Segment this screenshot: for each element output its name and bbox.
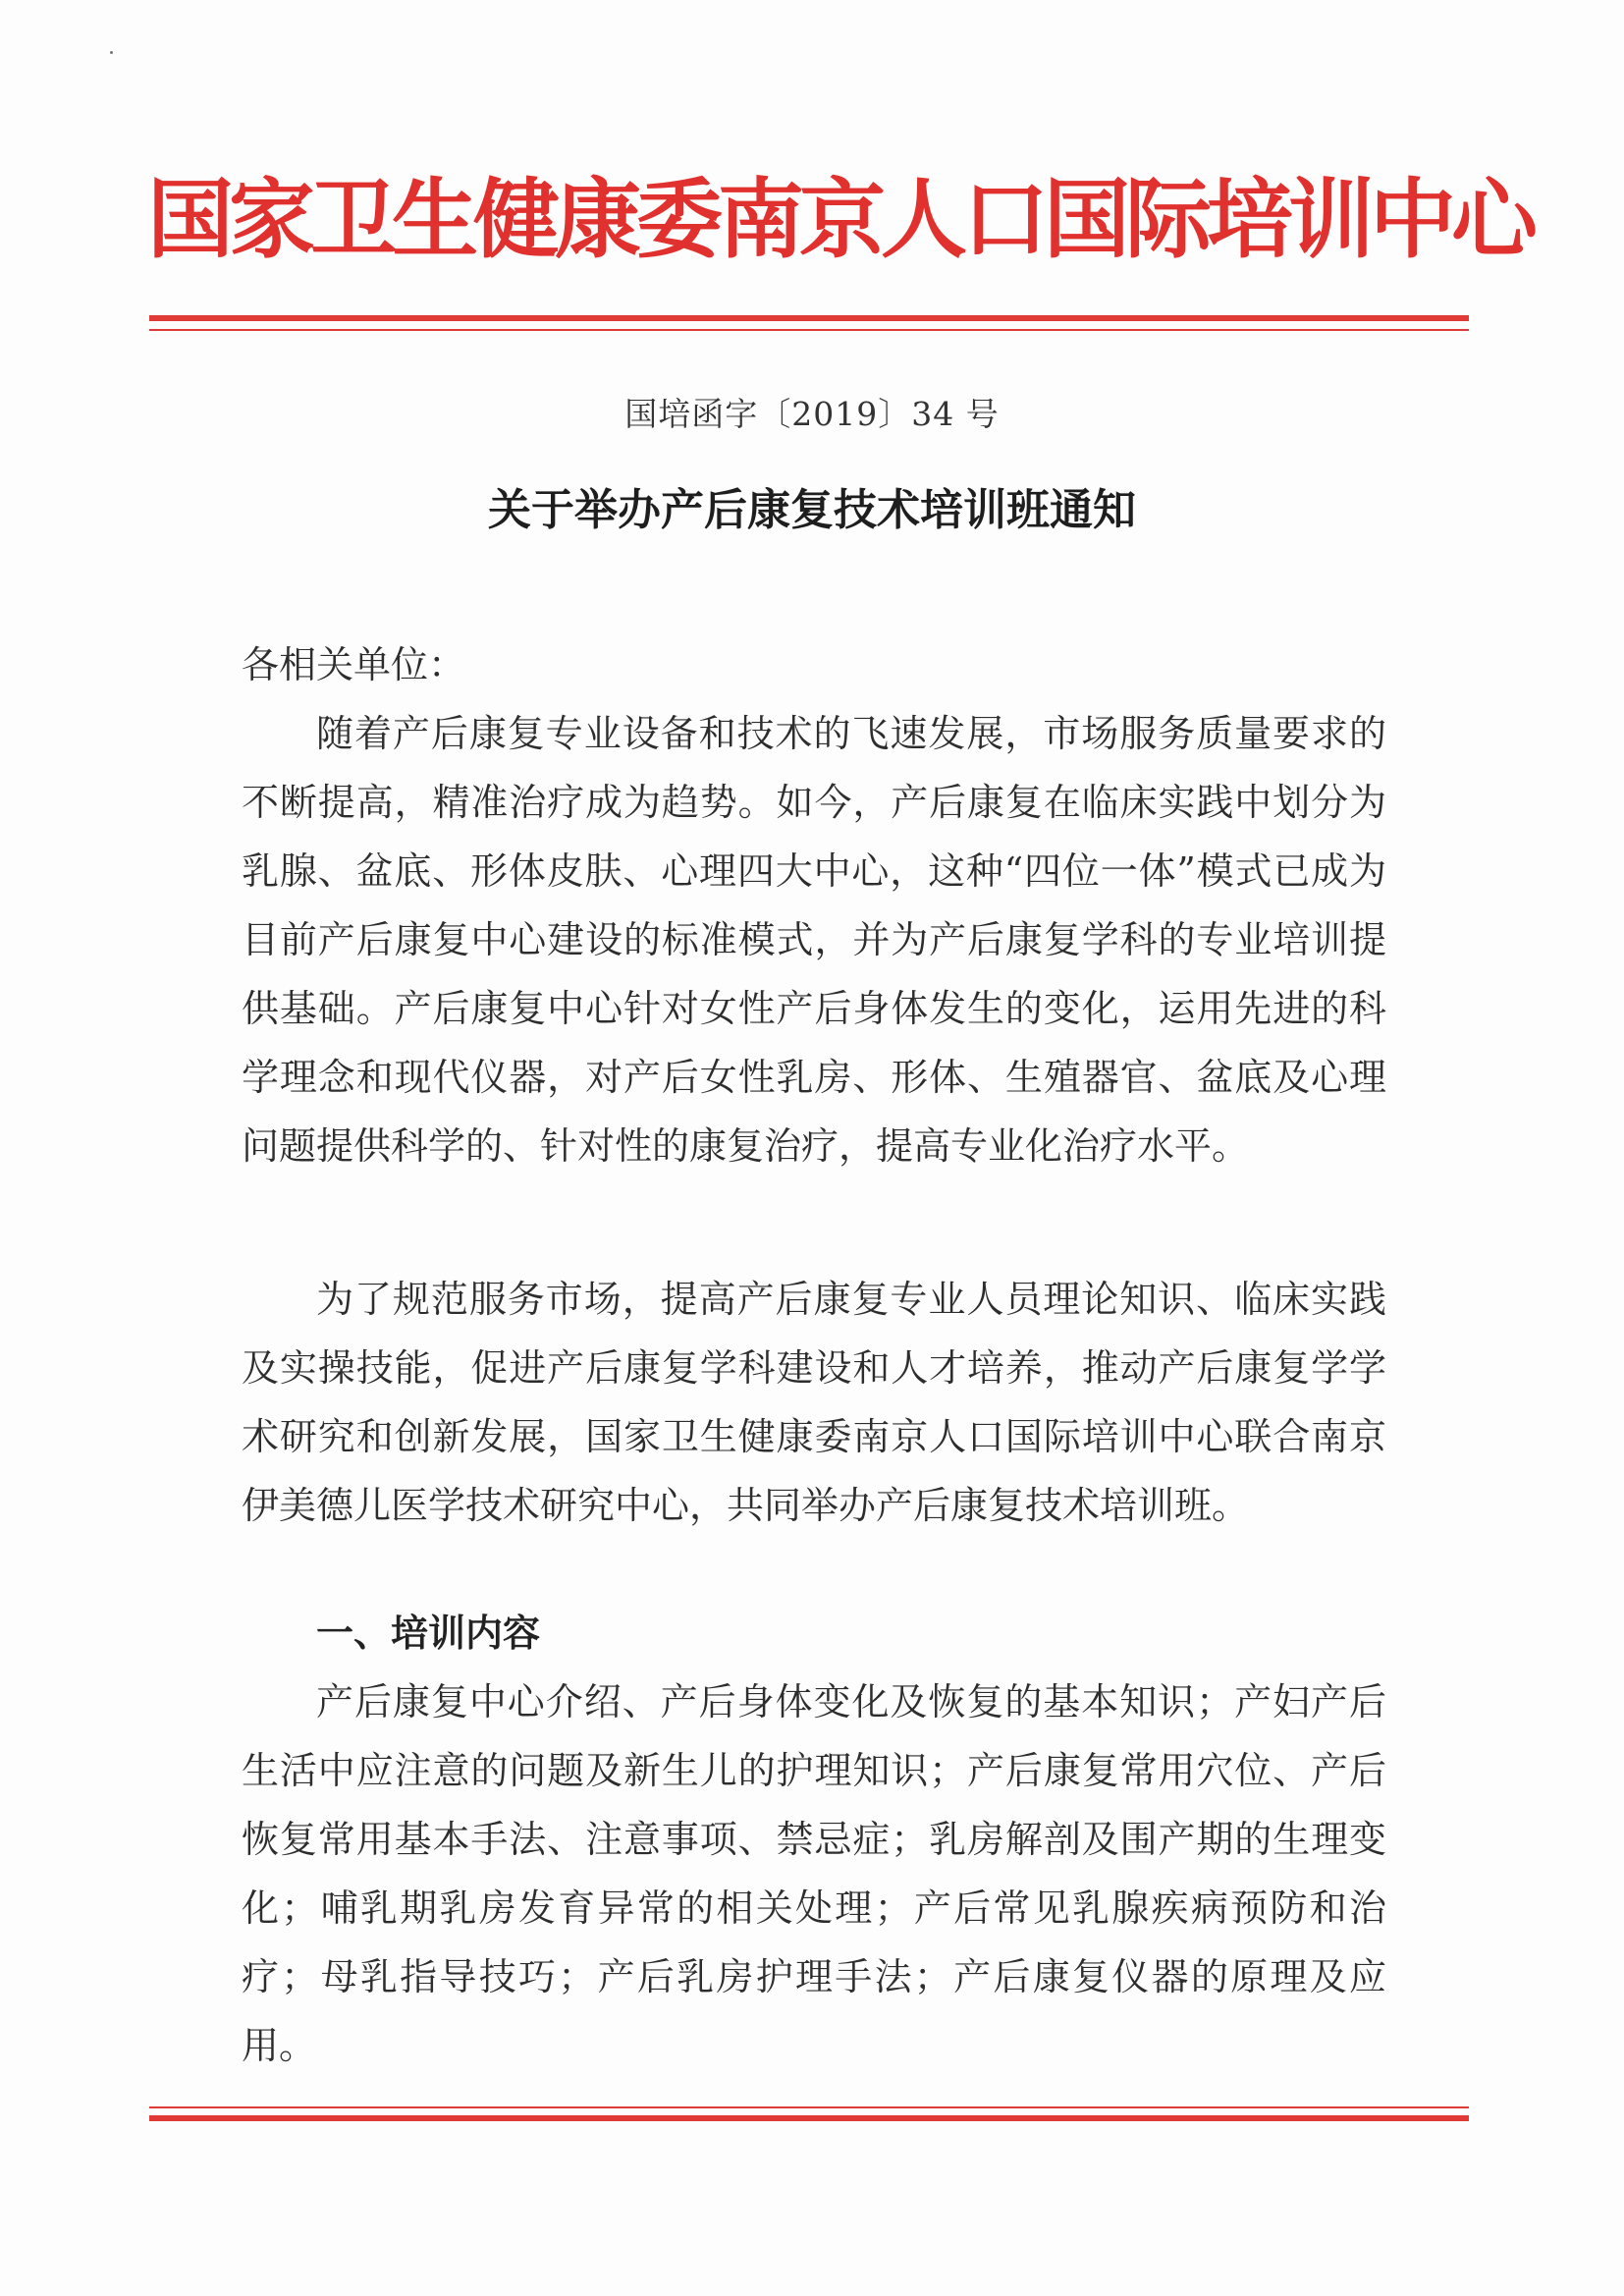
footer-rule-thick bbox=[149, 2115, 1469, 2121]
section-heading-training-content: 一、培训内容 bbox=[316, 1612, 541, 1655]
header-rule-thick bbox=[149, 315, 1469, 321]
scan-speck bbox=[110, 51, 113, 54]
section-text-training-content: 产后康复中心介绍、产后身体变化及恢复的基本知识；产妇产后生活中应注意的问题及新生儿的护理知识；产后康复常用穴位、产后恢复常用基本手法、注意事项、禁忌症；乳房解剖及围产期的生理变化；哺乳期乳房发育异常的相关处理；产后常见乳腺疾病预防和治疗；母乳指导技巧；产后乳房护理手法；产后康复仪器的原理及应用。 bbox=[242, 1680, 1386, 2067]
body-paragraph-1: 随着产后康复专业设备和技术的飞速发展，市场服务质量要求的不断提高，精准治疗成为趋势。如今，产后康复在临床实践中划分为乳腺、盆底、形体皮肤、心理四大中心，这种“四位一体”模式已成为目前产后康复中心建设的标准模式，并为产后康复学科的专业培训提供基础。产后康复中心针对女性产后身体发生的变化，运用先进的科学理念和现代仪器，对产后女性乳房、形体、生殖器官、盆底及心理问题提供科学的、针对性的康复治疗，提高专业化治疗水平。 bbox=[242, 712, 1386, 1168]
document-title: 关于举办产后康复技术培训班通知 bbox=[488, 485, 1136, 535]
header-rule-thin bbox=[149, 329, 1469, 331]
footer-rule-thin bbox=[149, 2106, 1469, 2108]
document-number: 国培函字〔2019〕34 号 bbox=[624, 395, 1000, 433]
body-paragraph-2: 为了规范服务市场，提高产后康复专业人员理论知识、临床实践及实操技能，促进产后康复学科建设和人才培养，推动产后康复学学术研究和创新发展，国家卫生健康委南京人口国际培训中心联合南京伊美德儿医学技术研究中心，共同举办产后康复技术培训班。 bbox=[242, 1278, 1386, 1527]
letterhead-title: 国家卫生健康委南京人口国际培训中心 bbox=[147, 168, 1534, 270]
salutation: 各相关单位： bbox=[242, 643, 466, 686]
